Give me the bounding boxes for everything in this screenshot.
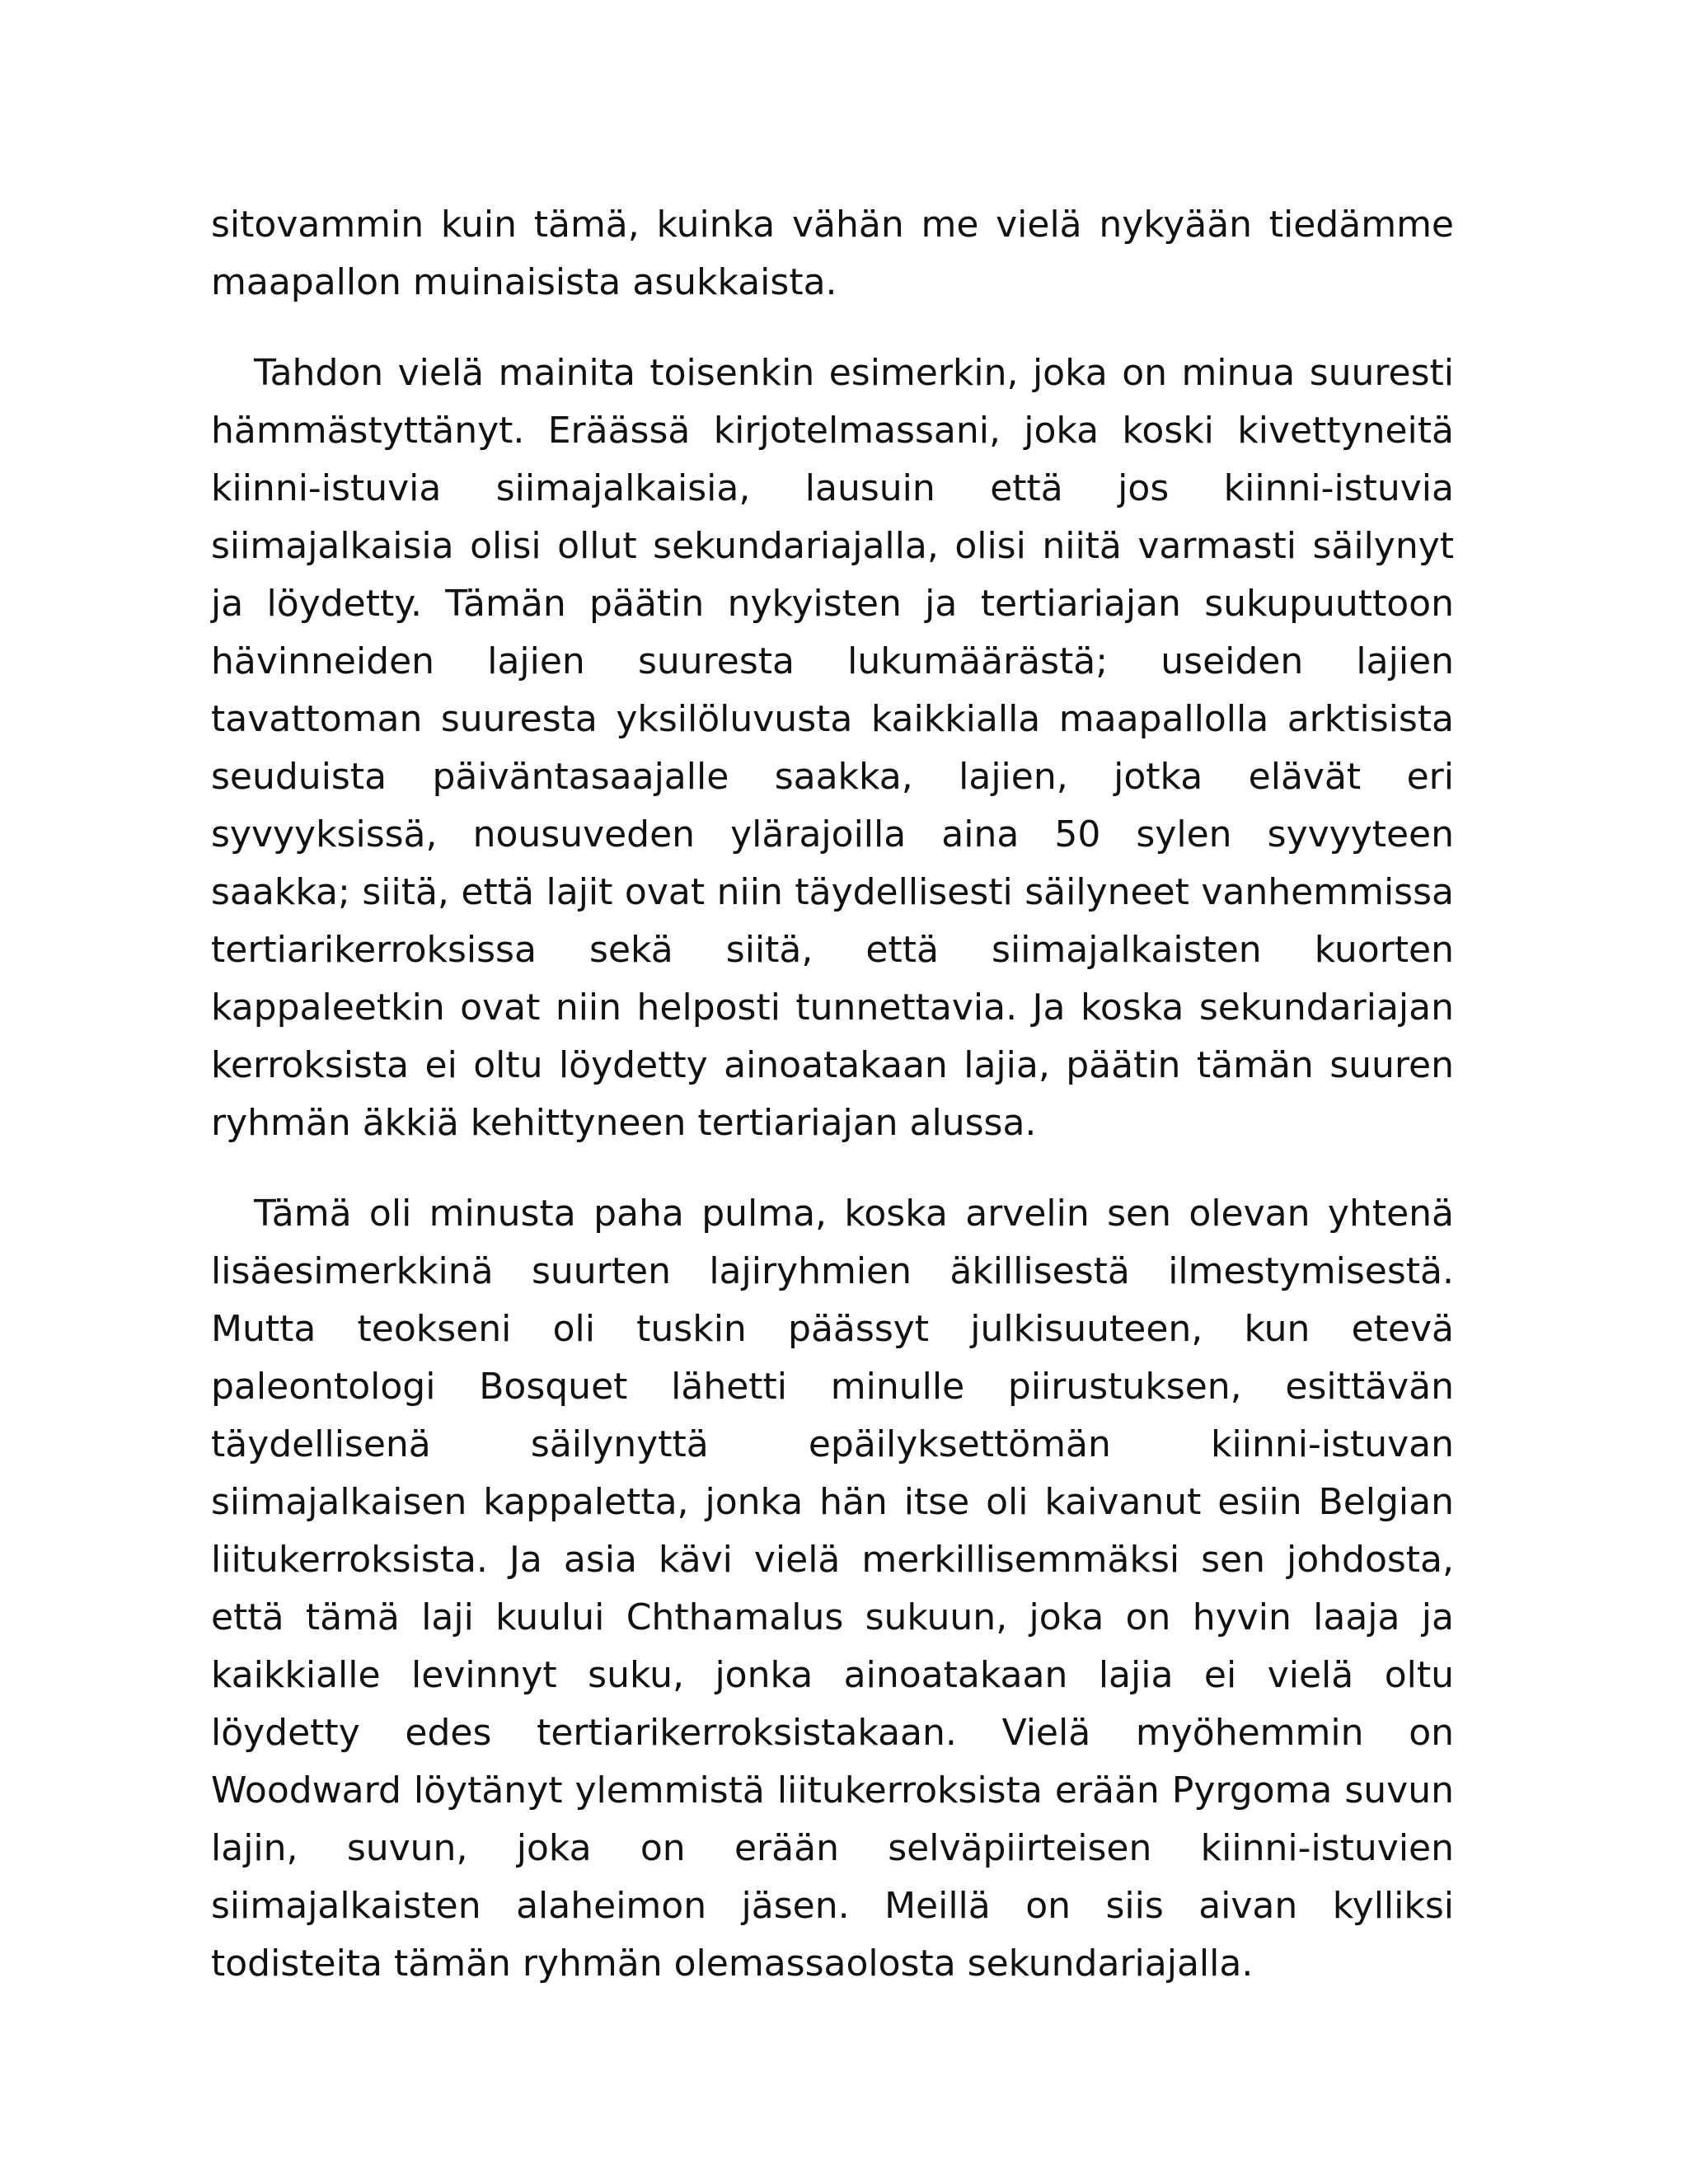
paragraph-continuation: sitovammin kuin tämä, kuinka vähän me vielä nykyään tiedämme maapallon muinaisista asukkaista. [211,204,1454,303]
paragraph-barnacle-example: Tahdon vielä mainita toisenkin esimerkin, joka on minua suuresti hämmästyttänyt. Eräässä kirjotelmassani, joka koski kivettyneitä kiinni-istuvia siimajalkaisia, lausuin että jos kiinni-istuvia siimajalkaisia olisi ollut sekundariajalla, olisi niitä varmasti säilynyt ja löydetty. Tämän päätin nykyisten ja tertiariajan sukupuuttoon hävinneiden lajien suuresta lukumäärästä; useiden lajien tavattoman suuresta yksilöluvusta kaikkialla maapallolla arktisista seuduista päiväntasaajalle saakka, lajien, jotka elävät eri syvyyksissä, nousuveden ylärajoilla aina 50 sylen syvyyteen saakka; siitä, että lajit ovat niin täydellisesti säilyneet vanhemmissa tertiarikerroksissa sekä siitä, että siimajalkaisten kuorten kappaleetkin ovat niin helposti tunnettavia. Ja koska sekundariajan kerroksista ei oltu löydetty ainoatakaan lajia, päätin tämän suuren ryhmän äkkiä kehittyneen tertiariajan alussa. [211,352,1454,1144]
body-text [211,196,1454,2026]
paragraph-bosquet-discovery: Tämä oli minusta paha pulma, koska arvelin sen olevan yhtenä lisäesimerkkinä suurten lajiryhmien äkillisestä ilmestymisestä. Mutta teokseni oli tuskin päässyt julkisuuteen, kun etevä paleontologi Bosquet lähetti minulle piirustuksen, esittävän täydellisenä säilynyttä epäilyksettömän kiinni-istuvan siimajalkaisen kappaletta, jonka hän itse oli kaivanut esiin Belgian liitukerroksista. Ja asia kävi vielä merkillisemmäksi sen johdosta, että tämä laji kuului Chthamalus sukuun, joka on hyvin laaja ja kaikkialle levinnyt suku, jonka ainoatakaan lajia ei vielä oltu löydetty edes tertiarikerroksistakaan. Vielä myöhemmin on Woodward löytänyt ylemmistä liitukerroksista erään Pyrgoma suvun lajin, suvun, joka on erään selväpiirteisen kiinni-istuvien siimajalkaisten alaheimon jäsen. Meillä on siis aivan kylliksi todisteita tämän ryhmän olemassaolosta sekundariajalla. [211,1193,1454,1985]
